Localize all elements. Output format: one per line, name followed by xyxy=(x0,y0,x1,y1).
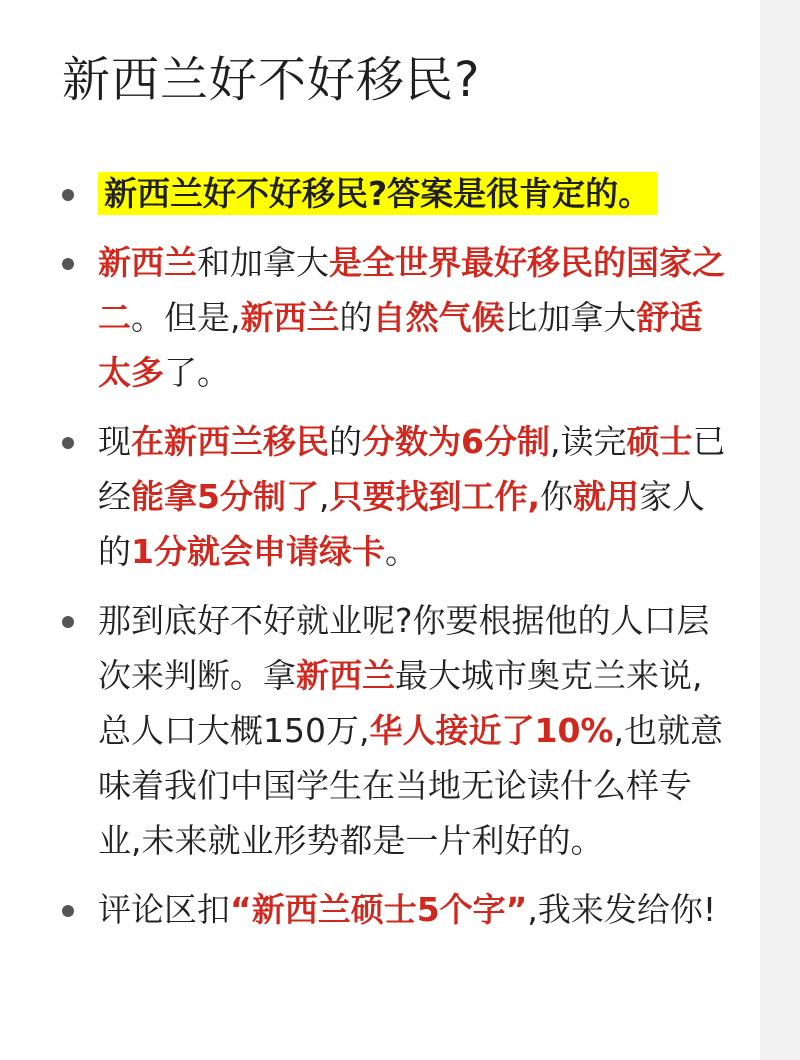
bullet-text-segment: 新西兰 xyxy=(98,243,197,282)
bullet-text-segment: ,读完 xyxy=(549,422,627,461)
article xyxy=(62,40,732,951)
bullet-text-segment: 新西兰 xyxy=(296,656,395,695)
bullet-text-segment: 家人的 xyxy=(98,477,706,571)
bullet-text-segment: 和加拿大 xyxy=(197,243,329,282)
bullet-text-segment: ,也就意味着我们中国学生在当地无论读什么样专业,未来就业形势都是一片利好的。 xyxy=(98,711,723,860)
article-title: 新西兰好不好移民? xyxy=(62,52,481,108)
bullet-list xyxy=(62,166,732,937)
bullet-text-segment: , xyxy=(318,477,330,516)
bullet-text-segment: 了。 xyxy=(164,353,230,392)
bullet-text-segment: 的 xyxy=(339,298,373,337)
bullet-text-segment: 1分就会申请绿卡 xyxy=(131,532,385,571)
bullet-text-segment: 评论区扣 xyxy=(98,890,230,929)
bullet-text-segment: 现 xyxy=(98,422,131,461)
bullet-text-segment: 比加拿大 xyxy=(504,298,637,337)
bullet-text-segment: 分数为6分制 xyxy=(362,422,550,461)
bullet-item xyxy=(62,414,732,579)
bullet-text-segment: 的 xyxy=(329,422,362,461)
bullet-text-segment: ” xyxy=(505,890,528,929)
bullet-item xyxy=(62,593,732,868)
bullet-text-segment: 华人接近了10% xyxy=(369,711,614,750)
bullet-text-segment: 在新西兰移民 xyxy=(131,422,329,461)
bullet-text-segment: 是全世界最好移民的国家之二 xyxy=(98,243,725,337)
bullet-text-segment: 新西兰好不好移民?答案是很肯定的。 xyxy=(98,172,657,215)
bullet-text-segment: 能拿5分制了 xyxy=(131,477,319,516)
bullet-text-segment: 最大城市奥克兰来说,总人口大概150万, xyxy=(98,656,703,750)
right-margin-strip xyxy=(760,0,800,1060)
bullet-text-segment: 新西兰 xyxy=(240,298,340,337)
bullet-text-segment: 那到底好不好就业呢?你要根据他的人口层次来判断。拿 xyxy=(98,601,710,695)
bullet-text-segment: “ xyxy=(230,890,252,929)
bullet-text-segment: 。 xyxy=(384,532,418,571)
bullet-text-segment: 自然气候 xyxy=(372,298,505,337)
bullet-text-segment: 。但是, xyxy=(131,298,241,337)
bullet-text-segment: 舒适太多 xyxy=(98,298,703,392)
bullet-text-segment: 硕士 xyxy=(626,422,693,461)
bullet-text-segment: 就用 xyxy=(573,477,640,516)
bullet-text-segment: 新西兰硕士5个字 xyxy=(251,890,506,929)
bullet-item xyxy=(62,235,732,400)
bullet-item xyxy=(62,166,732,221)
bullet-text-segment: ,我来发给你! xyxy=(527,890,717,929)
bullet-item xyxy=(62,882,732,937)
bullet-text-segment: 你 xyxy=(540,477,574,516)
bullet-text-segment: 只要找到工作, xyxy=(329,477,541,516)
bullet-text-segment: 已经 xyxy=(98,422,726,516)
